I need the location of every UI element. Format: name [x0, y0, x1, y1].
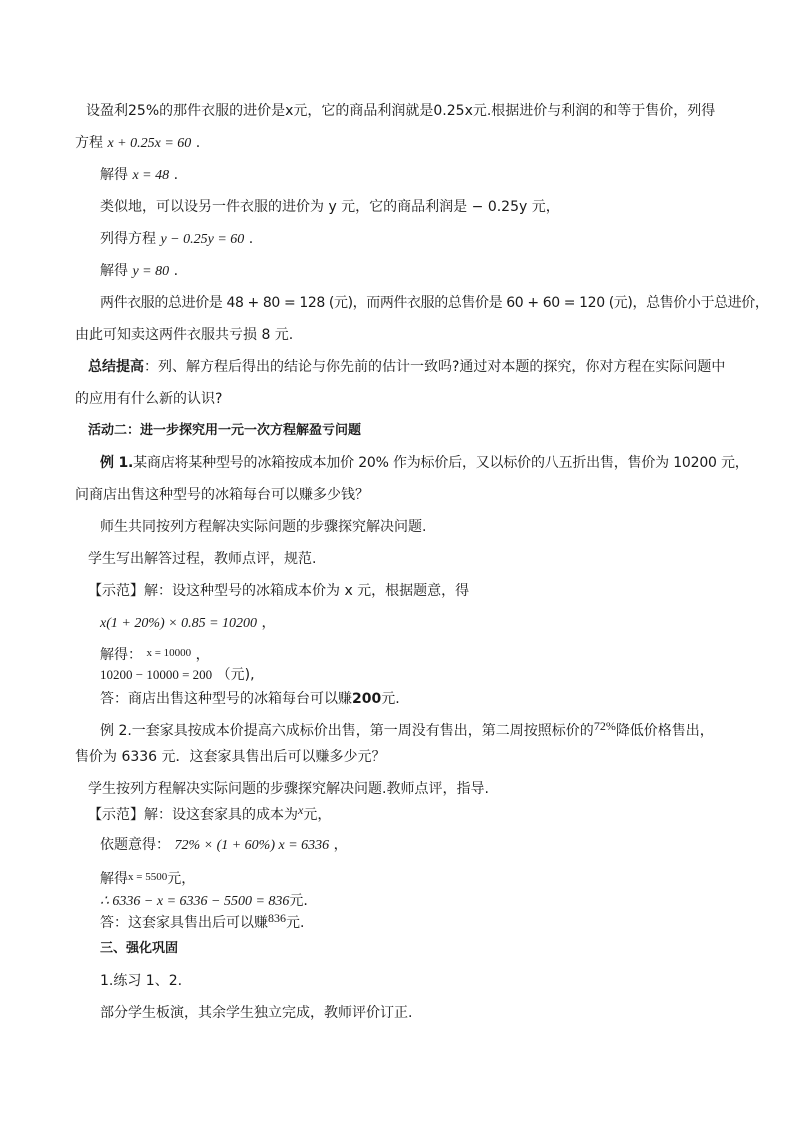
text-segment: ，: [261, 615, 276, 631]
equation: ∴ 6336 − x = 6336 − 5500 = 836: [100, 894, 290, 909]
text-segment: 解得: [100, 871, 128, 887]
text-line: 问商店出售这种型号的冰箱每台可以赚多少钱？: [75, 487, 369, 503]
text-line: 两件衣服的总进价是 48 + 80 = 128 (元)，而两件衣服的总售价是 60 + 60 = 120 (元)，总售价小于总进价，: [100, 295, 769, 311]
text-line: 学生写出解答过程，教师点评，规范.: [88, 551, 317, 567]
text-line: 学生按列方程解决实际问题的步骤探究解决问题.教师点评，指导.: [88, 781, 489, 797]
example-label: 例 1.: [100, 455, 134, 471]
text-segment: 降低价格售出，: [615, 723, 714, 739]
text-line: 由此可知卖这两件衣服共亏损 8 元.: [75, 327, 294, 343]
text-segment: 方程: [75, 135, 103, 151]
text-segment: 某商店将某种型号的冰箱按成本加价 20% 作为标价后，又以标价的八五折出售，售价为 10200 元，: [133, 455, 749, 471]
text-segment: 解得: [100, 167, 128, 183]
text-line: [88, 357, 725, 377]
text-line: [88, 805, 331, 825]
summary-label: 总结提高: [88, 359, 144, 375]
text-segment: .: [173, 263, 179, 279]
text-segment: 答：商店出售这种型号的冰箱每台可以赚: [100, 691, 352, 707]
text-segment: 依题意得：: [100, 837, 170, 853]
text-segment: ：列、解方程后得出的结论与你先前的估计一致吗?通过对本题的探究，你对方程在实际问题中: [144, 359, 726, 375]
equation: 10200 − 10000 = 200: [100, 667, 213, 682]
section-heading: 活动二：进一步探究用一元一次方程解盈亏问题: [88, 423, 362, 438]
raised-value: 72%: [593, 719, 616, 733]
equation-line: [100, 665, 255, 685]
text-segment: ，: [333, 837, 348, 853]
equation: x = 10000: [146, 647, 192, 659]
text-segment: ，: [195, 647, 210, 663]
text-segment: 元，: [303, 807, 332, 823]
equation-line: [100, 165, 178, 186]
raised-value: 836: [268, 911, 286, 925]
text-line: [100, 721, 714, 741]
equation-line: [100, 869, 195, 890]
text-segment: 例 2.一套家具按成本价提高六成标价出售，第一周没有售出，第二周按照标价的: [100, 723, 594, 739]
text-segment: 列得方程: [100, 231, 156, 247]
text-line: [100, 913, 304, 933]
text-line: 1.练习 1、2.: [100, 973, 183, 989]
answer-value: 200: [352, 691, 382, 707]
equation-line: [100, 891, 308, 912]
text-segment: .: [248, 231, 254, 247]
text-line: 设盈利25%的那件衣服的进价是x元，它的商品利润就是0.25x元.根据进价与利润的和等于售价，列得: [86, 103, 716, 119]
equation: x(1 + 20%) × 0.85 = 10200: [100, 616, 258, 631]
equation-line: [100, 613, 276, 634]
text-line: 师生共同按列方程解决实际问题的步骤探究解决问题.: [100, 519, 427, 535]
text-segment: 答：这套家具售出后可以赚: [100, 915, 268, 931]
text-segment: 元，: [167, 871, 196, 887]
equation: y − 0.25y = 60: [160, 232, 245, 247]
text-segment: （元),: [216, 667, 255, 683]
text-line: 类似地，可以设另一件衣服的进价为 y 元，它的商品利润是 − 0.25y 元，: [100, 199, 560, 215]
text-segment: .: [173, 167, 179, 183]
text-segment: 元.: [286, 915, 305, 931]
section-heading: 三、强化巩固: [100, 941, 179, 956]
text-line: 的应用有什么新的认识?: [75, 391, 223, 407]
text-segment: 解得: [100, 263, 128, 279]
equation-line: [100, 261, 178, 282]
equation-line: [75, 133, 200, 154]
text-segment: .: [195, 135, 201, 151]
text-line: 【示范】解：设这种型号的冰箱成本价为 x 元，根据题意，得: [88, 583, 470, 599]
text-segment: 解得：: [100, 647, 142, 663]
equation: x + 0.25x = 60: [107, 136, 192, 151]
equation: x = 5500: [128, 871, 168, 883]
text-line: 部分学生板演，其余学生独立完成，教师评价订正.: [100, 1005, 413, 1021]
text-segment: 元.: [381, 691, 400, 707]
text-line: [100, 689, 400, 709]
equation: x = 48: [132, 168, 170, 183]
equation-line: [100, 645, 210, 666]
equation-line: [100, 835, 348, 856]
text-segment: 【示范】解：设这套家具的成本为: [88, 807, 298, 823]
equation: y = 80: [132, 264, 170, 279]
raised-variable: x: [298, 803, 304, 817]
text-segment: 元.: [289, 893, 308, 909]
text-line: 售价为 6336 元．这套家具售出后可以赚多少元？: [75, 749, 386, 765]
text-line: [100, 453, 749, 473]
equation: 72% × (1 + 60%) x = 6336: [174, 838, 330, 853]
equation-line: [100, 229, 253, 250]
